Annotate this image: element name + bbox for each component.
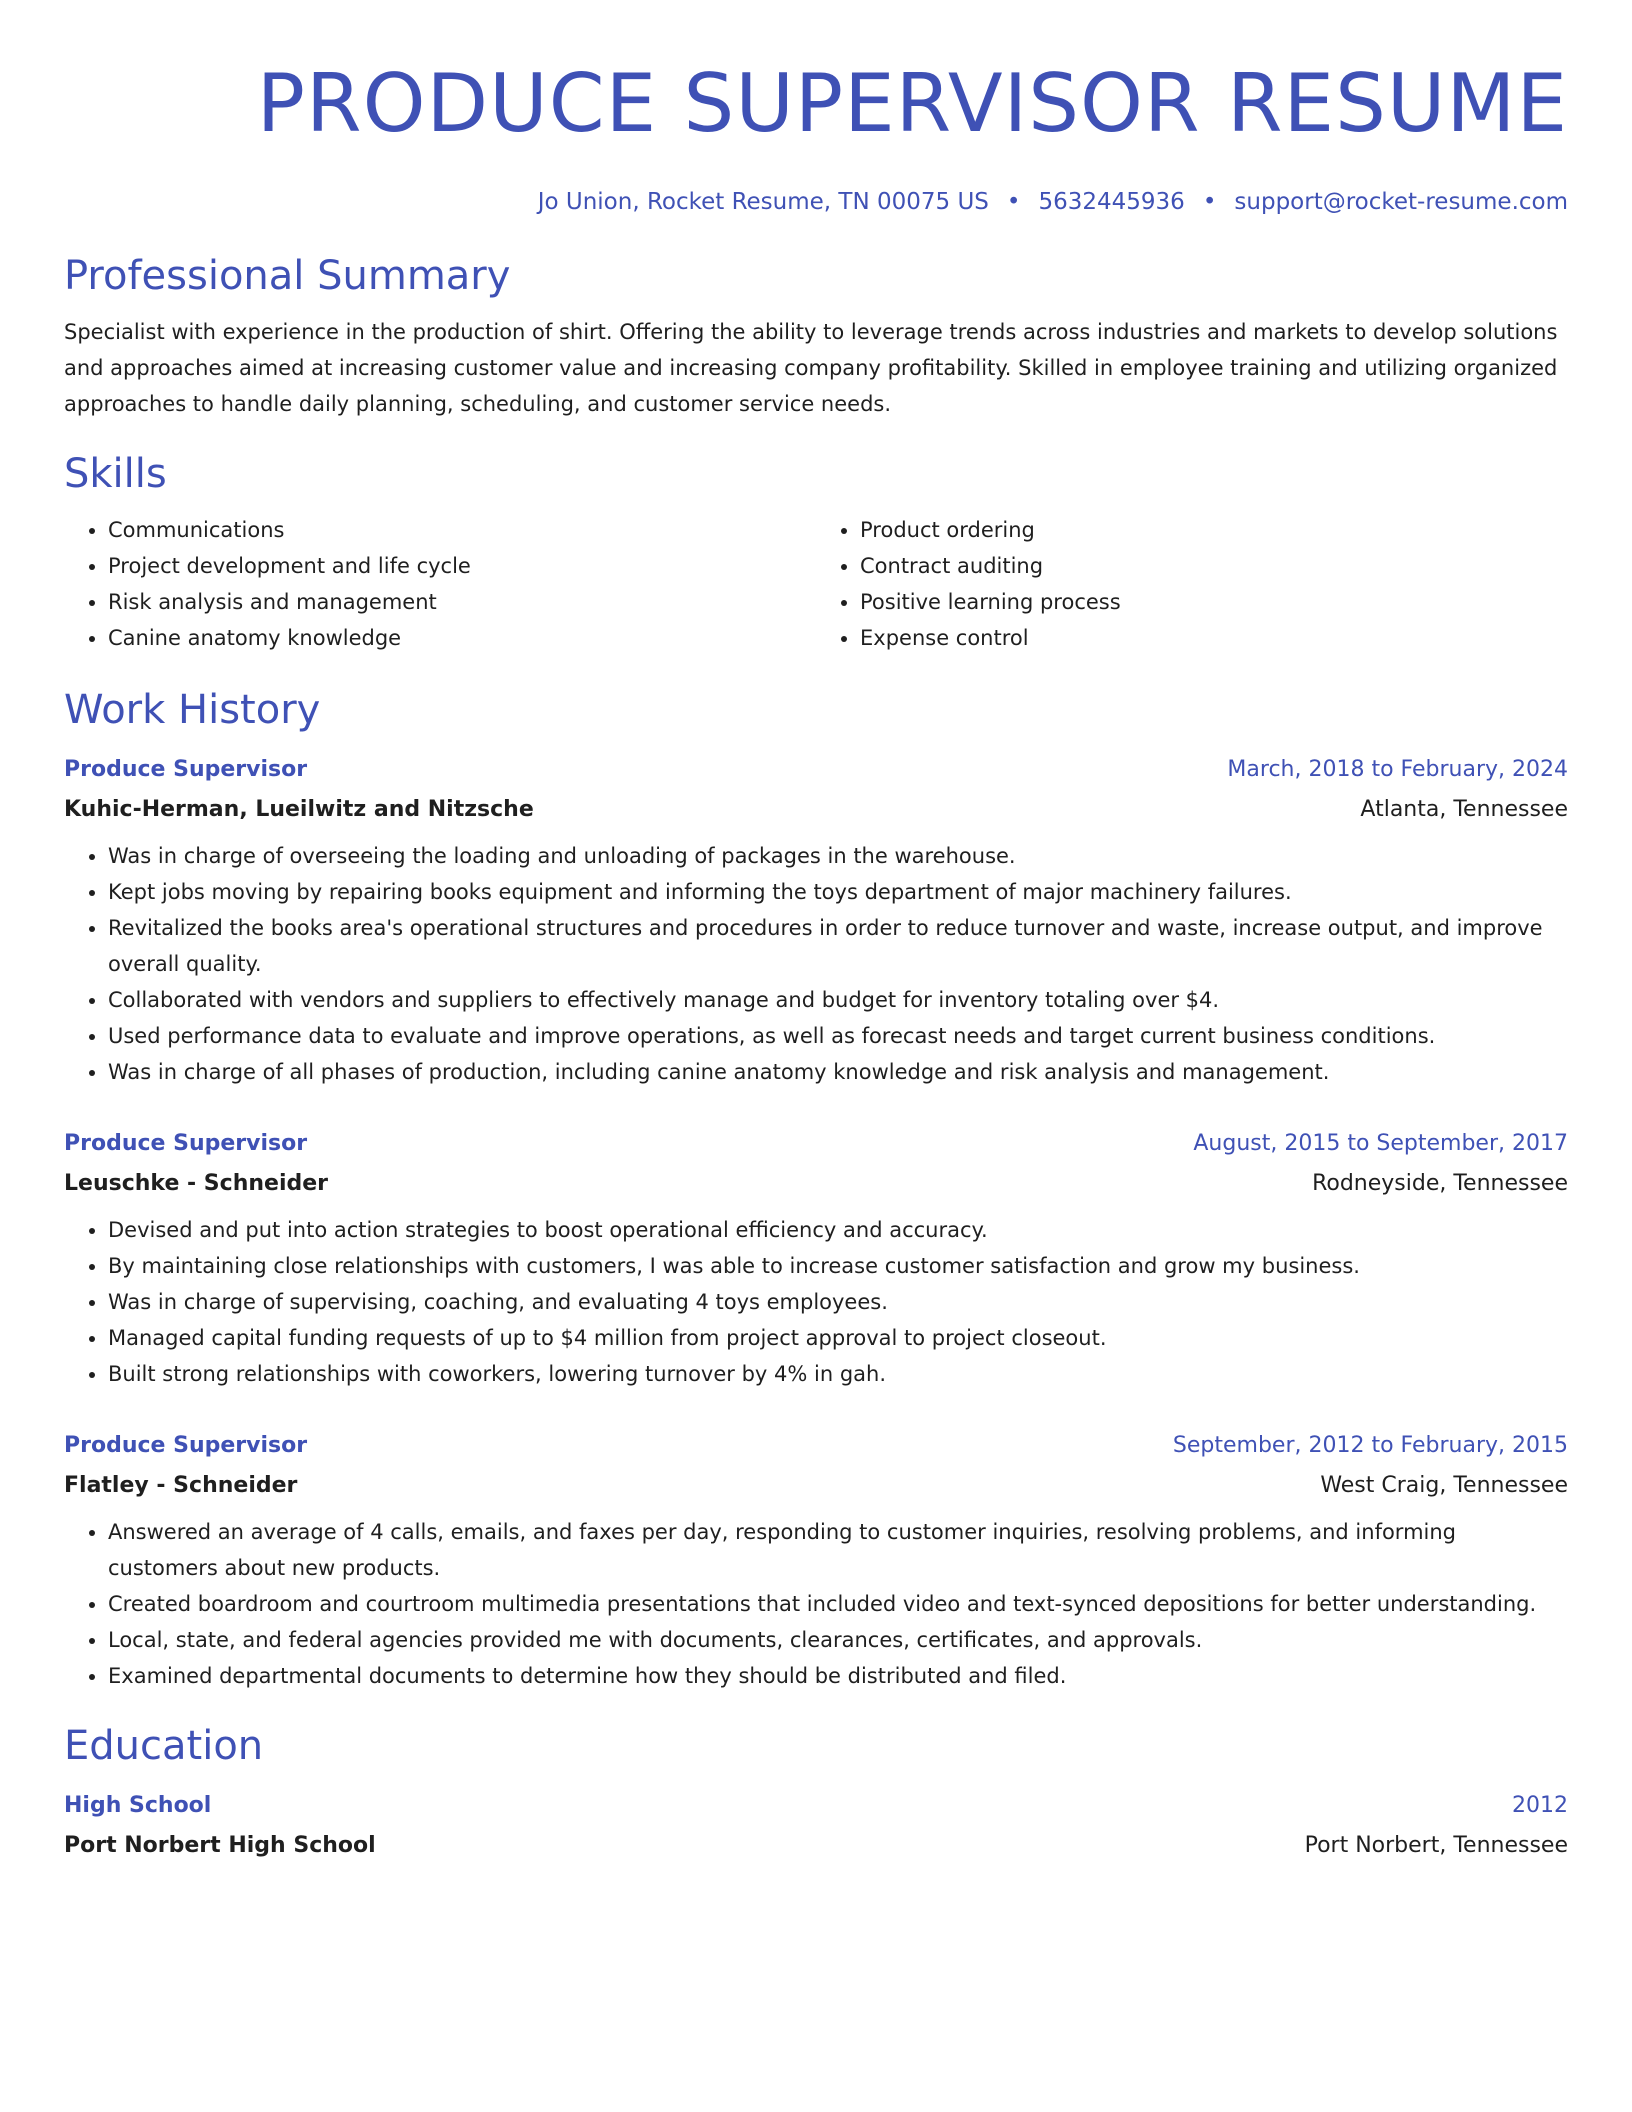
contact-separator: • [1202,189,1217,215]
education-heading: Education [64,1723,264,1769]
job-role: Produce Supervisor [64,757,308,782]
job-dates: September, 2012 to February, 2015 [1172,1433,1568,1458]
job-bullet: • Built strong relationships with coworkers, lowering turnover by 4% in gah. [108,1356,1568,1392]
job-bullet: • Kept jobs moving by repairing books equipment and informing the toys department of major machinery failures. [108,874,1568,910]
education-year: 2012 [1512,1793,1568,1818]
job-location: Atlanta, Tennessee [1360,797,1568,822]
job-role: Produce Supervisor [64,1131,308,1156]
job-bullets [64,1212,1568,1392]
job-company: Flatley - Schneider [64,1473,298,1498]
contact-email[interactable]: support@rocket-resume.com [1234,189,1568,215]
resume-title: PRODUCE SUPERVISOR RESUME [256,57,1568,150]
summary-text: Specialist with experience in the production of shirt. Offering the ability to leverage trends across industries and markets to develop solutions and approaches aimed at increasing customer value and increasing company profitability. Skilled in employee training and utilizing organized approaches to handle daily planning, scheduling, and customer service needs. [64,320,1558,416]
job-location: West Craig, Tennessee [1320,1473,1568,1498]
contact-address: Jo Union, Rocket Resume, TN 00075 US [537,189,989,215]
job-bullet: • Answered an average of 4 calls, emails, and faxes per day, responding to customer inquiries, resolving problems, and informing customers about new products. [108,1514,1568,1586]
skills-column-left [64,512,816,656]
job-dates: August, 2015 to September, 2017 [1193,1131,1568,1156]
work-history-heading: Work History [64,687,321,733]
job-bullet: • Revitalized the books area's operational structures and procedures in order to reduce turnover and waste, increase output, and improve overall quality. [108,910,1568,982]
job-role: Produce Supervisor [64,1433,308,1458]
skill-item: • Contract auditing [860,548,1568,584]
job-company: Kuhic-Herman, Lueilwitz and Nitzsche [64,797,534,822]
job-bullet: • Examined departmental documents to determine how they should be distributed and filed. [108,1658,1568,1694]
skills-list [64,512,1568,656]
job-bullet: • Devised and put into action strategies to boost operational efficiency and accuracy. [108,1212,1568,1248]
job-bullet: • Was in charge of supervising, coaching, and evaluating 4 toys employees. [108,1284,1568,1320]
job-bullet: • Collaborated with vendors and suppliers to effectively manage and budget for inventory totaling over $4. [108,982,1568,1018]
contact-separator: • [1006,189,1021,215]
skill-item: • Risk analysis and management [108,584,816,620]
job-bullets [64,838,1568,1090]
job-entry [64,1432,1568,1694]
contact-phone: 5632445936 [1038,189,1185,215]
skills-column-right [816,512,1568,656]
skill-item: • Expense control [860,620,1568,656]
job-bullet: • Was in charge of overseeing the loading and unloading of packages in the warehouse. [108,838,1568,874]
job-company: Leuschke - Schneider [64,1171,328,1196]
resume-header [64,56,1568,216]
skill-item: • Canine anatomy knowledge [108,620,816,656]
job-entry [64,756,1568,1090]
skill-item: • Positive learning process [860,584,1568,620]
skill-item: • Product ordering [860,512,1568,548]
skills-heading: Skills [64,451,167,497]
contact-line [64,188,1568,216]
job-bullet: • Used performance data to evaluate and improve operations, as well as forecast needs and target current business conditions. [108,1018,1568,1054]
job-location: Rodneyside, Tennessee [1312,1171,1568,1196]
job-dates: March, 2018 to February, 2024 [1227,757,1568,782]
job-entry [64,1130,1568,1392]
education-entry [64,1792,1568,1860]
job-bullet: • By maintaining close relationships with customers, I was able to increase customer satisfaction and grow my business. [108,1248,1568,1284]
summary-heading: Professional Summary [64,253,511,299]
education-location: Port Norbert, Tennessee [1304,1833,1568,1858]
job-bullets [64,1514,1568,1694]
education-school: Port Norbert High School [64,1833,376,1858]
skill-item: • Project development and life cycle [108,548,816,584]
education-degree: High School [64,1793,212,1818]
job-bullet: • Was in charge of all phases of production, including canine anatomy knowledge and risk analysis and management. [108,1054,1568,1090]
job-bullet: • Local, state, and federal agencies provided me with documents, clearances, certificates, and approvals. [108,1622,1568,1658]
job-bullet: • Created boardroom and courtroom multimedia presentations that included video and text-synced depositions for better understanding. [108,1586,1568,1622]
job-bullet: • Managed capital funding requests of up to $4 million from project approval to project closeout. [108,1320,1568,1356]
skill-item: • Communications [108,512,816,548]
